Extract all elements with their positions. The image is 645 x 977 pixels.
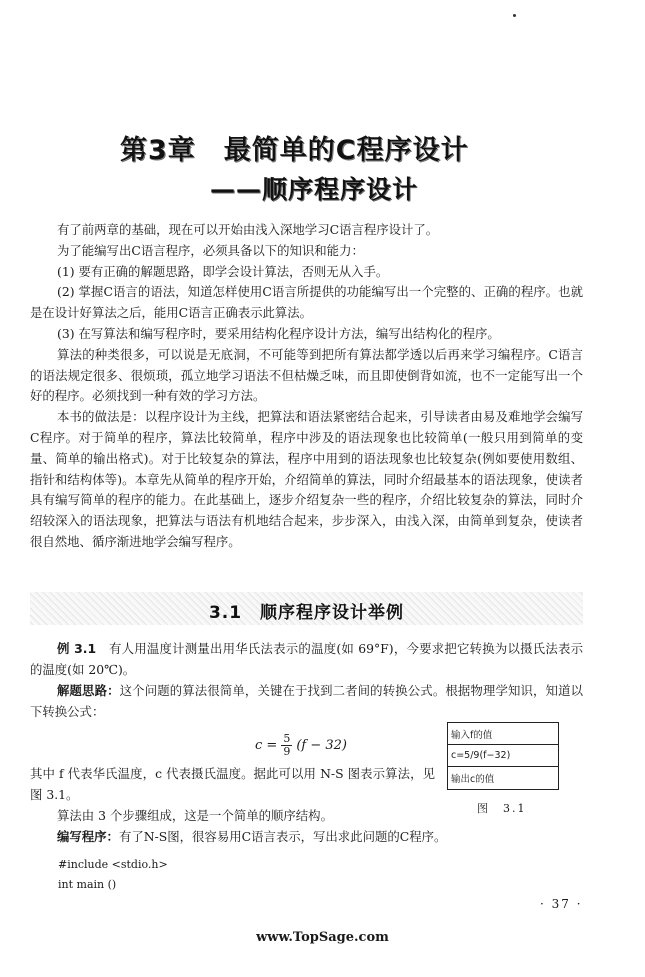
ns-step: c=5/9(f−32): [448, 745, 558, 767]
paragraph: 有了前两章的基础，现在可以开始由浅入深地学习C语言程序设计了。: [57, 222, 439, 237]
chapter-subtitle: ——顺序程序设计: [210, 175, 419, 204]
footer-url: www.TopSage.com: [256, 930, 389, 945]
scan-speck: [513, 14, 516, 17]
idea-label: 解题思路：: [57, 683, 120, 698]
example-text: 有人用温度计测量出用华氏法表示的温度(如 69°F)，今要求把它转换为以摄氏法表示的温度(如 20℃)。: [30, 641, 584, 677]
idea-text: 这个问题的算法很简单，关键在于找到二者间的转换公式。根据物理学知识，知道以下转换公式：: [30, 683, 584, 719]
page-number: · 37 ·: [540, 897, 583, 911]
fraction-denominator: 9: [283, 745, 291, 758]
ns-diagram: [447, 722, 559, 790]
intro-text: [30, 220, 583, 553]
paragraph: 本书的做法是：以程序设计为主线，把算法和语法紧密结合起来，引导读者由易及难地学会编写C程序。对于简单的程序，算法比较简单，程序中涉及的语法现象也比较简单(一般只用到简单的变量、简单的输出格式)。对于比较复杂的算法，程序中用到的语法现象也比较复杂(例如要使用数组、指针和结构体等)。本章先从简单的程序开始，介绍简单的算法，同时介绍最基本的语法现象，使读者具有编写简单的程序的能力。在此基础上，逐步介绍复杂一些的程序，介绍比较复杂的算法，同时介绍较深入的语法现象，把算法与语法有机地结合起来，步步深入，由浅入深，由简单到复杂，使读者很自然地、循序渐进地学会编写程序。: [30, 409, 583, 549]
idea-paragraph: [30, 680, 583, 722]
formula-fraction: [281, 733, 292, 758]
example-label: 例 3.1: [57, 641, 97, 656]
section-heading-band: [30, 592, 583, 625]
code-listing: [58, 855, 168, 895]
paragraph: 算法的种类很多，可以说是无底洞，不可能等到把所有算法都学透以后再来学习编程序。C语言的语法规定很多、很烦琐，孤立地学习语法不但枯燥乏味，而且即使倒背如流，也不一定能写出一个好的程序。必须找到一种有效的学习方法。: [30, 346, 583, 404]
paragraph: 其中 f 代表华氏温度，c 代表摄氏温度。据此可以用 N-S 图表示算法，见图 3.1。: [30, 766, 435, 802]
example-paragraph: [30, 638, 583, 680]
figure-caption: 图 3.1: [477, 802, 527, 815]
formula-lhs: c =: [255, 738, 278, 753]
paragraph: 算法由 3 个步骤组成，这是一个简单的顺序结构。: [57, 808, 333, 823]
paragraph: (2) 掌握C语言的语法，知道怎样使用C语言所提供的功能编写出一个完整的、正确的程序。也就是在设计好算法之后，能用C语言正确表示此算法。: [30, 284, 583, 321]
code-line: int main (): [58, 878, 117, 891]
conversion-formula: [255, 733, 347, 758]
paragraph: [30, 826, 583, 847]
program-text: 有了N-S图，很容易用C语言表示，写出求此问题的C程序。: [118, 829, 447, 844]
paragraph: 为了能编写出C语言程序，必须具备以下的知识和能力：: [57, 242, 364, 258]
ns-step: 输入f的值: [448, 723, 558, 745]
chapter-title: 第3章 最简单的C程序设计: [120, 135, 469, 166]
paragraph: (3) 在写算法和编写程序时，要采用结构化程序设计方法，编写出结构化的程序。: [57, 325, 500, 341]
ns-step: 输出c的值: [451, 774, 495, 785]
after-formula-text: [30, 763, 435, 826]
section-title: 3.1 顺序程序设计举例: [208, 603, 405, 623]
formula-rhs: (f − 32): [296, 738, 347, 753]
code-line: #include <stdio.h>: [58, 858, 168, 871]
paragraph: (1) 要有正确的解题思路，即学会设计算法，否则无从入手。: [57, 263, 389, 279]
program-label: 编写程序：: [57, 829, 119, 844]
fraction-numerator: 5: [283, 732, 291, 745]
example-block: [30, 638, 583, 722]
program-intro: [30, 826, 583, 847]
